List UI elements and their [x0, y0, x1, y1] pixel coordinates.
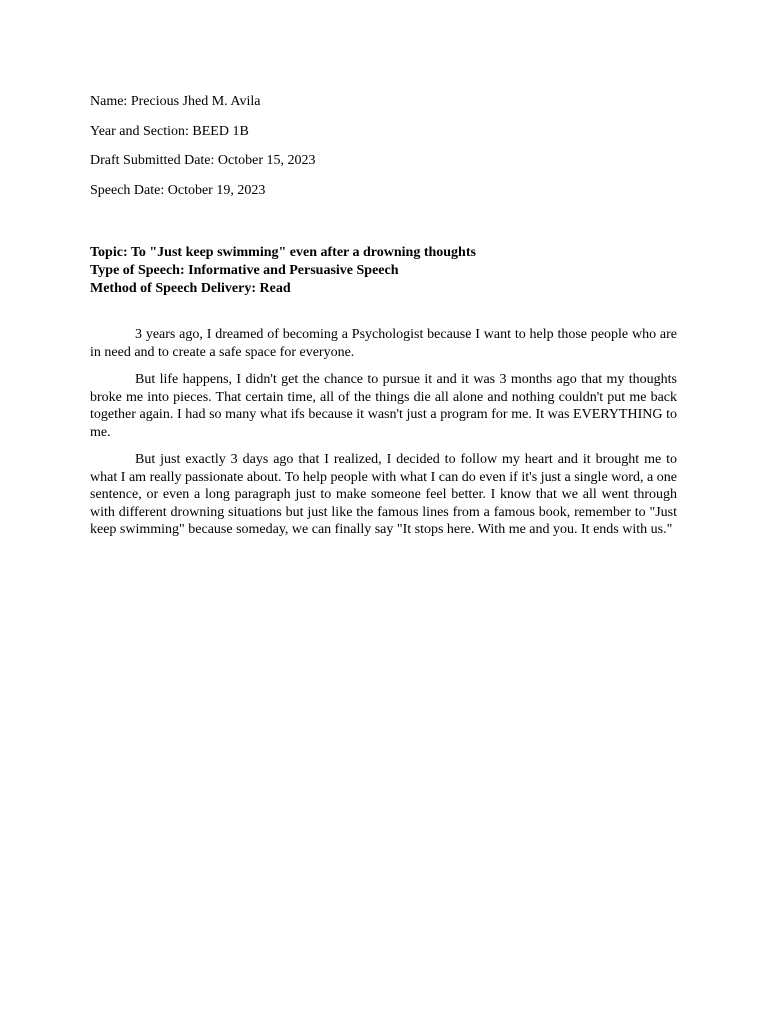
draft-submitted-date: Draft Submitted Date: October 15, 2023 [90, 153, 316, 168]
speech-topic: Topic: To "Just keep swimming" even after a drowning thoughts [90, 245, 476, 260]
document-content [90, 93, 677, 549]
student-info [90, 93, 677, 211]
speech-type: Type of Speech: Informative and Persuasive Speech [90, 263, 399, 278]
speech-body [90, 326, 677, 539]
paragraph-3: But just exactly 3 days ago that I realized, I decided to follow my heart and it brought me to what I am really passionate about. To help people with what I can do even if it's just a single word, a one sentence, or even a long paragraph just to make someone feel better. I know that we all went through with different drowning situations but just like the famous lines from a famous book, remember to "Just keep swimming" because someday, we can finally say "It stops here. With me and you. It ends with us." [90, 452, 677, 537]
year-and-section: Year and Section: BEED 1B [90, 123, 249, 139]
student-name: Name: Precious Jhed M. Avila [90, 94, 261, 109]
speech-date: Speech Date: October 19, 2023 [90, 182, 266, 198]
speech-info [90, 244, 677, 298]
paragraph-1: 3 years ago, I dreamed of becoming a Psychologist because I want to help those people who are in need and to create a safe space for everyone. [90, 327, 677, 360]
paragraph-2: But life happens, I didn't get the chance to pursue it and it was 3 months ago that my thoughts broke me into pieces. That certain time, all of the things die all alone and nothing couldn't put me back together again. I had so many what ifs because it wasn't just a program for me. It was EVERYTHING to me. [90, 372, 677, 440]
speech-delivery-method: Method of Speech Delivery: Read [90, 281, 291, 296]
